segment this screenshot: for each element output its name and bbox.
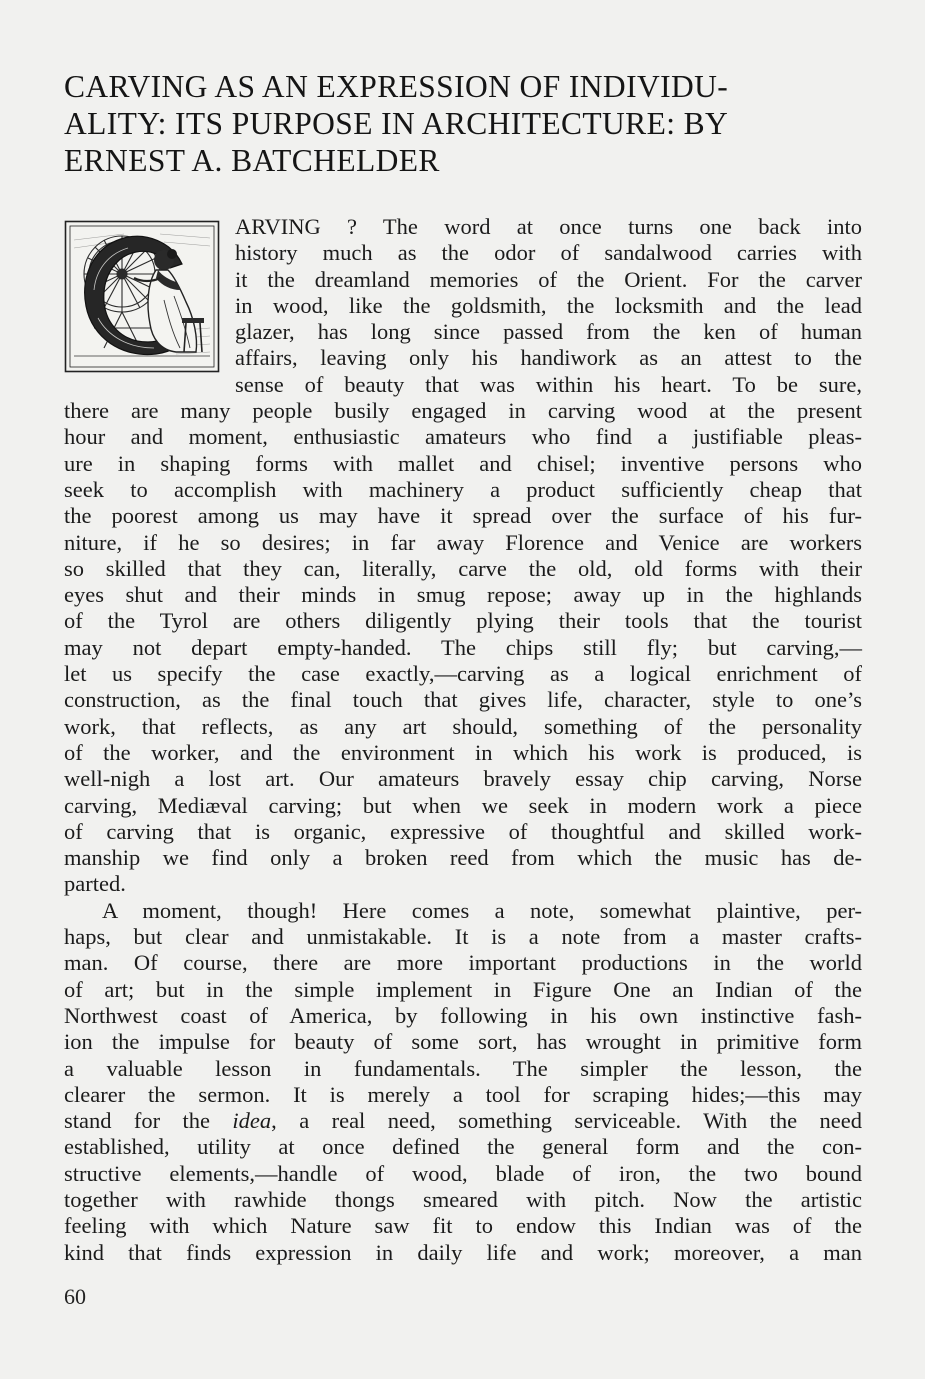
- text-line: of the worker, and the environment in which his work is produced, is: [64, 739, 862, 765]
- text-line: of the Tyrol are others diligently plying their tools that the tourist: [64, 608, 862, 634]
- text-line: of carving that is organic, expressive of thoughtful and skilled work-: [64, 818, 862, 844]
- text-line: well-nigh a lost art. Our amateurs bravely essay chip carving, Norse: [64, 766, 862, 792]
- text-line: construction, as the final touch that gives life, character, style to one’s: [64, 687, 862, 713]
- text-line: of art; but in the simple implement in Figure One an Indian of the: [64, 976, 862, 1002]
- text-line: seek to accomplish with machinery a product sufficiently cheap that: [64, 476, 862, 502]
- text-line: A moment, though! Here comes a note, somewhat plaintive, per-: [102, 897, 862, 923]
- text-line: feeling with which Nature saw fit to endow this Indian was of the: [64, 1213, 862, 1239]
- text-line: glazer, has long since passed from the ken of human: [235, 319, 862, 345]
- text-line: stand for the idea, a real need, something serviceable. With the need: [64, 1108, 863, 1134]
- article-title: [64, 68, 864, 179]
- text-line: affairs, leaving only his handiwork as an attest to the: [235, 345, 862, 371]
- text-line: Northwest coast of America, by following in his own instinctive fash-: [64, 1002, 862, 1028]
- text-line: may not depart empty-handed. The chips still fly; but carving,—: [64, 634, 862, 660]
- title-line: ERNEST A. BATCHELDER: [64, 143, 440, 178]
- text-line: so skilled that they can, literally, carve the old, old forms with their: [64, 555, 862, 581]
- title-line: ALITY: ITS PURPOSE IN ARCHITECTURE: BY: [64, 106, 729, 141]
- text-line: sense of beauty that was within his heart. To be sure,: [235, 371, 862, 397]
- emphasized-word: idea: [232, 1108, 272, 1134]
- text-line: manship we find only a broken reed from which the music has de-: [64, 845, 862, 871]
- text-line: work, that reflects, as any art should, something of the personality: [64, 713, 862, 739]
- text-line: in wood, like the goldsmith, the locksmith and the lead: [235, 292, 862, 318]
- text-line: structive elements,—handle of wood, blade of iron, the two bound: [64, 1160, 862, 1186]
- text-line: ure in shaping forms with mallet and chisel; inventive persons who: [64, 450, 862, 476]
- text-line: it the dreamland memories of the Orient. For the carver: [235, 266, 862, 292]
- text-line: man. Of course, there are more important productions in the world: [64, 950, 862, 976]
- text-line: niture, if he so desires; in far away Florence and Venice are workers: [64, 529, 862, 555]
- text-line: history much as the odor of sandalwood carries with: [235, 240, 862, 266]
- text-line: let us specify the case exactly,—carving as a logical enrichment of: [64, 661, 862, 687]
- text-line: ion the impulse for beauty of some sort, has wrought in primitive form: [64, 1029, 862, 1055]
- text-line: eyes shut and their minds in smug repose; away up in the highlands: [64, 582, 862, 608]
- text-line: carving, Mediæval carving; but when we seek in modern work a piece: [64, 792, 862, 818]
- text-line: clearer the sermon. It is merely a tool for scraping hides;—this may: [64, 1081, 862, 1107]
- text-line: established, utility at once defined the general form and the con-: [64, 1134, 862, 1160]
- text-line: haps, but clear and unmistakable. It is a note from a master crafts-: [64, 924, 862, 950]
- text-line: ARVING ? The word at once turns one back into: [235, 214, 862, 239]
- article-body: [64, 214, 862, 1266]
- title-line: CARVING AS AN EXPRESSION OF INDIVIDU-: [64, 69, 729, 104]
- text-line: together with rawhide thongs smeared with pitch. Now the artistic: [64, 1186, 862, 1212]
- text-line: kind that finds expression in daily life and work; moreover, a man: [64, 1239, 862, 1265]
- text-line: a valuable lesson in fundamentals. The simpler the lesson, the: [64, 1055, 862, 1081]
- page-number: 60: [64, 1284, 86, 1309]
- text-line: the poorest among us may have it spread over the surface of his fur-: [64, 503, 862, 529]
- text-line: there are many people busily engaged in carving wood at the present: [64, 398, 862, 424]
- text-line: parted.: [64, 871, 126, 897]
- text-line: hour and moment, enthusiastic amateurs who find a justifiable pleas-: [64, 424, 862, 450]
